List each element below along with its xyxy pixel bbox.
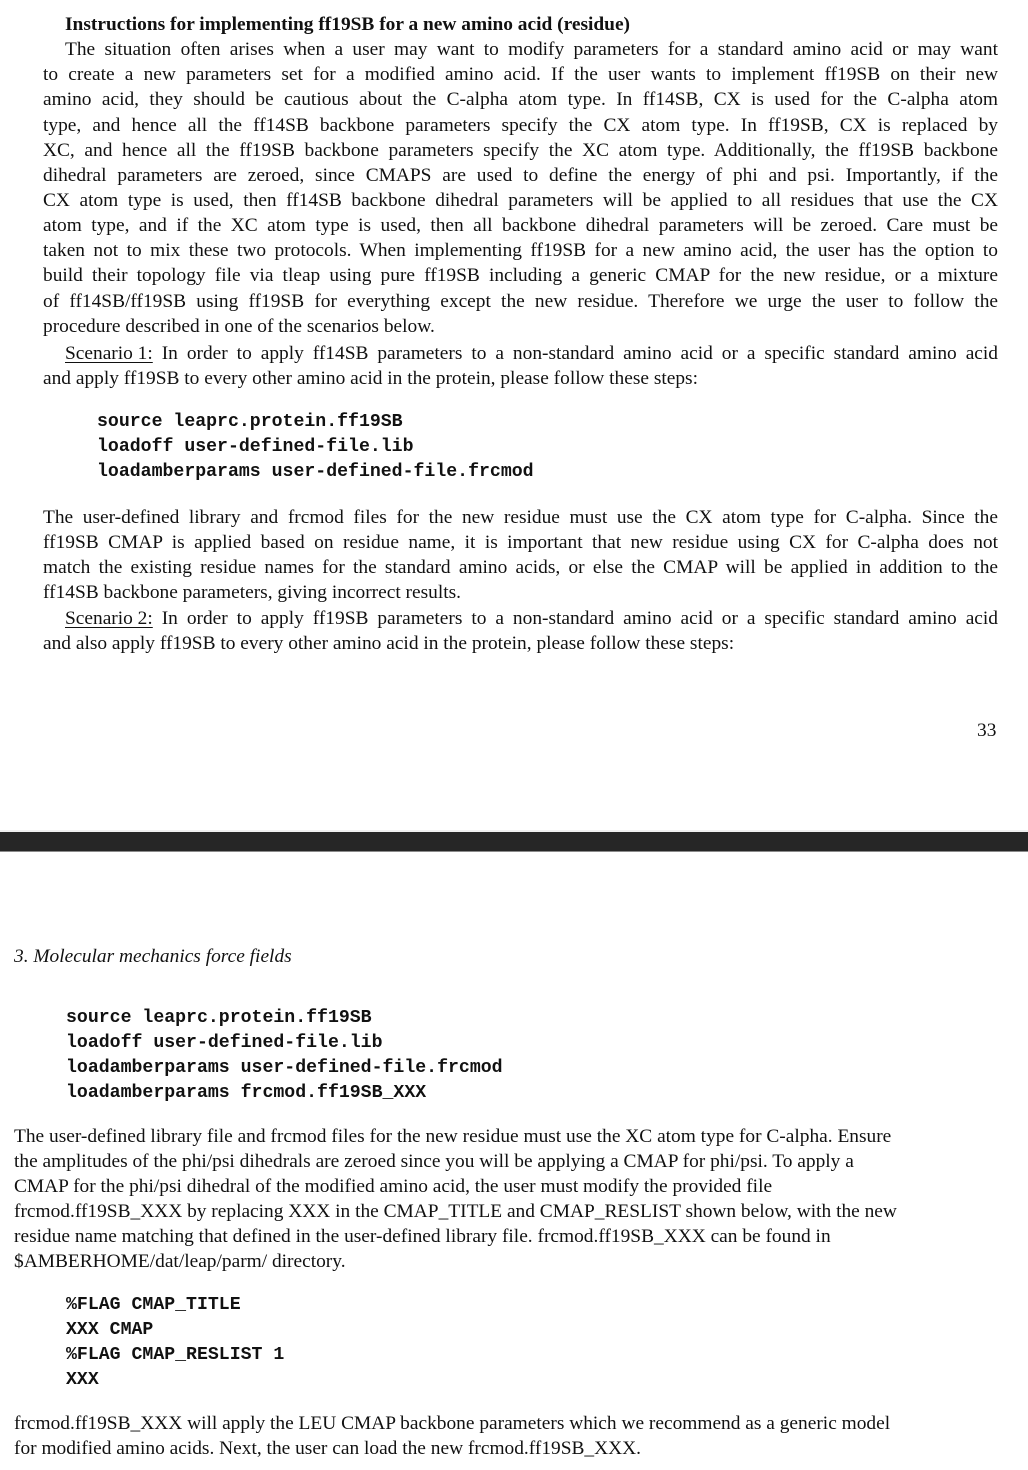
code-line: source leaprc.protein.ff19SB xyxy=(97,412,403,432)
paragraph-line: build their topology file via tleap using pure ff19SB including a generic CMAP for the new residue, or a mixture xyxy=(43,265,998,286)
paragraph-line xyxy=(65,341,998,366)
scenario-2-label: Scenario 2: xyxy=(65,608,153,629)
code-line: %FLAG CMAP_RESLIST 1 xyxy=(66,1345,285,1365)
paragraph-line: and apply ff19SB to every other amino acid in the protein, please follow these steps: xyxy=(43,368,698,389)
document-page-34 xyxy=(0,852,1028,1470)
paragraph-line: frcmod.ff19SB_XXX by replacing XXX in the CMAP_TITLE and CMAP_RESLIST shown below, with the new xyxy=(14,1201,897,1222)
paragraph-line: The situation often arises when a user may want to modify parameters for a standard amino acid or may want xyxy=(65,39,998,60)
code-line: XXX CMAP xyxy=(66,1320,154,1340)
page-number: 33 xyxy=(977,720,997,741)
paragraph-line: for modified amino acids. Next, the user can load the new frcmod.ff19SB_XXX. xyxy=(14,1438,641,1459)
paragraph-line: ff19SB CMAP is applied based on residue name, it is important that new residue using CX for C-alpha does not xyxy=(43,532,998,553)
paragraph-line xyxy=(65,606,998,631)
paragraph-line: XC, and hence all the ff19SB backbone parameters specify the XC atom type. Additionally, the ff19SB backbone xyxy=(43,140,998,161)
paragraph-line: frcmod.ff19SB_XXX will apply the LEU CMAP backbone parameters which we recommend as a generic model xyxy=(14,1413,891,1434)
scenario-1-label: Scenario 1: xyxy=(65,343,153,364)
code-line: loadamberparams frcmod.ff19SB_XXX xyxy=(66,1083,427,1103)
paragraph-line: amino acid, they should be cautious about the C-alpha atom type. In ff14SB, CX is used for the C-alpha atom xyxy=(43,89,998,110)
paragraph-line: to create a new parameters set for a modified amino acid. If the user wants to implement ff19SB on their new xyxy=(43,64,998,85)
running-head: 3. Molecular mechanics force fields xyxy=(14,946,292,967)
paragraph-line: dihedral parameters are zeroed, since CMAPS are used to define the energy of phi and psi. Importantly, if the xyxy=(43,165,998,186)
paragraph-line: $AMBERHOME/dat/leap/parm/ directory. xyxy=(14,1251,346,1272)
paragraph-line: procedure described in one of the scenarios below. xyxy=(43,316,435,337)
paragraph-line: The user-defined library and frcmod files for the new residue must use the CX atom type for C-alpha. Since the xyxy=(43,507,998,528)
code-line: XXX xyxy=(66,1370,99,1390)
scenario-2-text: In order to apply ff19SB parameters to a non-standard amino acid or a specific standard amino acid xyxy=(152,608,998,629)
code-line: loadamberparams user-defined-file.frcmod xyxy=(66,1058,503,1078)
paragraph-line: residue name matching that defined in the user-defined library file. frcmod.ff19SB_XXX can be found in xyxy=(14,1226,831,1247)
paragraph-line: and also apply ff19SB to every other amino acid in the protein, please follow these steps: xyxy=(43,633,735,654)
paragraph-line: CX atom type is used, then ff14SB backbone dihedral parameters will be applied to all residues that use the CX xyxy=(43,190,998,211)
code-line: loadoff user-defined-file.lib xyxy=(97,437,414,457)
code-line: source leaprc.protein.ff19SB xyxy=(66,1008,372,1028)
paragraph-line: match the existing residue names for the standard amino acids, or else the CMAP will be applied in addition to the xyxy=(43,557,998,578)
paragraph-line: atom type, and if the XC atom type is used, then all backbone dihedral parameters will be zeroed. Care must be xyxy=(43,215,998,236)
paragraph-line: CMAP for the phi/psi dihedral of the modified amino acid, the user must modify the provided file xyxy=(14,1176,773,1197)
paragraph-line: of ff14SB/ff19SB using ff19SB for everything except the new residue. Therefore we urge the user to follow the xyxy=(43,291,998,312)
code-line: %FLAG CMAP_TITLE xyxy=(66,1295,241,1315)
section-heading: Instructions for implementing ff19SB for a new amino acid (residue) xyxy=(65,14,631,35)
paragraph-line: The user-defined library file and frcmod files for the new residue must use the XC atom type for C-alpha. Ensure xyxy=(14,1126,892,1147)
code-line: loadamberparams user-defined-file.frcmod xyxy=(97,462,534,482)
paragraph-line: type, and hence all the ff14SB backbone parameters specify the CX atom type. In ff19SB, CX is replaced by xyxy=(43,115,998,136)
paragraph-line: taken not to mix these two protocols. When implementing ff19SB for a new amino acid, the user has the option to xyxy=(43,240,998,261)
scenario-1-text: In order to apply ff14SB parameters to a non-standard amino acid or a specific standard amino acid xyxy=(152,343,998,364)
page-separator-bar xyxy=(0,832,1028,851)
paragraph-line: ff14SB backbone parameters, giving incorrect results. xyxy=(43,582,462,603)
paragraph-line: the amplitudes of the phi/psi dihedrals are zeroed since you will be applying a CMAP for phi/psi. To apply a xyxy=(14,1151,854,1172)
code-line: loadoff user-defined-file.lib xyxy=(66,1033,383,1053)
